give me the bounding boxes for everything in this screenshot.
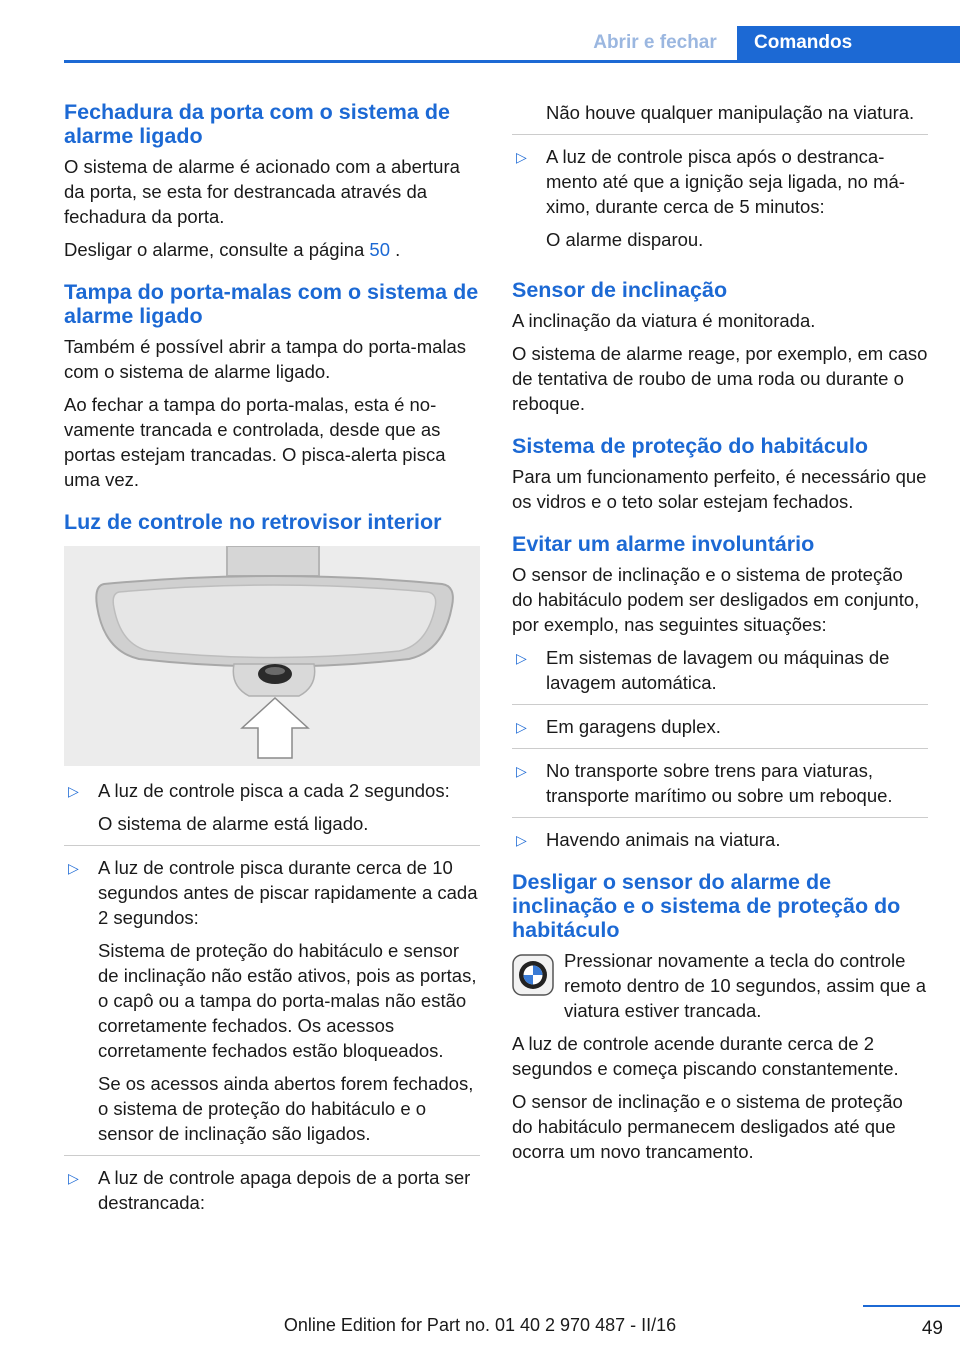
paragraph: O sensor de inclinação e o sistema de proteção do habitáculo permanecem desligados até que ocorra um novo trancamento. — [512, 1091, 903, 1162]
text: Desligar o alarme, consulte a página — [64, 239, 370, 260]
section-tab[interactable]: Abrir e fechar — [593, 32, 717, 53]
right-column — [512, 100, 928, 1172]
list-item — [64, 778, 480, 836]
triangle-bullet-icon: ▷ — [68, 860, 79, 876]
paragraph: Ao fechar a tampa do porta-malas, esta é novamente trancada e controlada, desde que as portas estejam trancadas. O pisca-alerta pisca uma vez. — [64, 394, 446, 490]
list-item — [64, 855, 480, 1146]
list-item — [512, 827, 928, 852]
list-item — [64, 1165, 480, 1215]
item-detail: Não houve qualquer manipulação na viatura. — [546, 102, 915, 123]
divider — [512, 704, 928, 705]
list-item-continued — [512, 100, 928, 125]
triangle-bullet-icon: ▷ — [68, 1170, 79, 1186]
triangle-bullet-icon: ▷ — [516, 719, 527, 735]
chapter-tab[interactable]: Comandos — [737, 26, 960, 63]
text: . — [390, 239, 401, 260]
item-text: A luz de controle pisca a cada 2 segundos: — [98, 780, 450, 801]
item-text: A luz de controle apaga depois de a porta ser destrancada: — [98, 1167, 471, 1213]
paragraph: O sensor de inclinação e o sistema de proteção do habitáculo podem ser desligados em conjunto, por exemplo, nas seguintes situações: — [512, 564, 920, 635]
section-disable-sensor — [512, 870, 928, 1164]
item-text: Havendo animais na viatura. — [546, 829, 781, 850]
list-item — [512, 758, 928, 808]
list-item — [512, 144, 928, 252]
item-text: No transporte sobre trens para viaturas, transporte marítimo ou sobre um reboque. — [546, 760, 893, 806]
triangle-bullet-icon: ▷ — [516, 763, 527, 779]
section-title: Sensor de inclinação — [512, 278, 728, 302]
item-detail: Sistema de proteção do habitáculo e sensor de inclinação não estão ativos, pois as portas, o capô ou a tampa do porta-malas não estão corretamente fechados. Os acessos corretamente fechados estão bloqueados. — [98, 940, 477, 1061]
section-trunk — [64, 280, 480, 492]
indicator-list — [64, 778, 480, 1215]
situation-list — [512, 645, 928, 852]
paragraph-with-link — [64, 237, 480, 262]
mirror-illustration — [64, 546, 480, 766]
edition-footer: Online Edition for Part no. 01 40 2 970 487 - II/16 — [283, 1315, 677, 1335]
divider — [64, 1155, 480, 1156]
item-detail: Se os acessos ainda abertos forem fechados, o sistema de proteção do habitáculo e o sensor de inclinação são ligados. — [98, 1073, 474, 1144]
rearview-mirror-image — [64, 546, 480, 766]
divider — [512, 748, 928, 749]
paragraph: Pressionar novamente a tecla do controle remoto dentro de 10 segundos, assim que a viatura estiver trancada. — [564, 950, 927, 1021]
paragraph: Para um funcionamento perfeito, é necessário que os vidros e o teto solar estejam fechados. — [512, 466, 927, 512]
section-title: Sistema de proteção do habitáculo — [512, 434, 869, 458]
section-title: Fechadura da porta com o sistema de alarme ligado — [64, 100, 450, 148]
section-avoid-false-alarm — [512, 532, 928, 852]
page-link[interactable]: 50 — [369, 239, 390, 260]
triangle-bullet-icon: ▷ — [68, 783, 79, 799]
item-text: A luz de controle pisca após o destrancamento até que a ignição seja ligada, no máximo, durante cerca de 5 minutos: — [546, 146, 905, 217]
page-number-rule — [863, 1305, 960, 1307]
section-tilt-sensor — [512, 278, 928, 416]
section-mirror-light — [64, 510, 480, 1215]
triangle-bullet-icon: ▷ — [516, 832, 527, 848]
list-item — [512, 714, 928, 739]
section-title: Luz de controle no retrovisor interior — [64, 510, 442, 534]
item-detail: O alarme disparou. — [546, 229, 704, 250]
triangle-bullet-icon: ▷ — [516, 149, 527, 165]
paragraph: A luz de controle acende durante cerca de 2 segundos e começa piscando constantemente. — [512, 1033, 899, 1079]
divider — [64, 845, 480, 846]
section-title: Desligar o sensor do alarme de inclinação e o sistema de proteção do habitáculo — [512, 870, 901, 942]
paragraph: Também é possível abrir a tampa do porta-malas com o sistema de alarme ligado. — [64, 336, 467, 382]
divider — [512, 134, 928, 135]
section-interior-protection — [512, 434, 928, 514]
bmw-key-icon — [512, 954, 554, 996]
item-text: A luz de controle pisca durante cerca de 10 segundos antes de piscar rapidamente a cada 2 segundos: — [98, 857, 478, 928]
page-number: 49 — [921, 1318, 943, 1339]
section-door-lock — [64, 100, 480, 262]
paragraph: O sistema de alarme é acionado com a abertura da porta, se esta for destrancada através da fechadura da porta. — [64, 156, 460, 227]
left-column — [64, 100, 480, 1224]
remote-key-instruction — [512, 948, 928, 1023]
divider — [512, 817, 928, 818]
section-title: Tampa do porta-malas com o sistema de alarme ligado — [64, 280, 479, 328]
section-title: Evitar um alarme involuntário — [512, 532, 815, 556]
item-text: Em sistemas de lavagem ou máquinas de lavagem automática. — [546, 647, 890, 693]
paragraph: A inclinação da viatura é monitorada. — [512, 310, 816, 331]
item-detail: O sistema de alarme está ligado. — [98, 813, 369, 834]
item-text: Em garagens duplex. — [546, 716, 721, 737]
list-item — [512, 645, 928, 695]
paragraph: O sistema de alarme reage, por exemplo, em caso de tentativa de roubo de uma roda ou durante o reboque. — [512, 343, 928, 414]
triangle-bullet-icon: ▷ — [516, 650, 527, 666]
indicator-list-continued — [512, 100, 928, 252]
